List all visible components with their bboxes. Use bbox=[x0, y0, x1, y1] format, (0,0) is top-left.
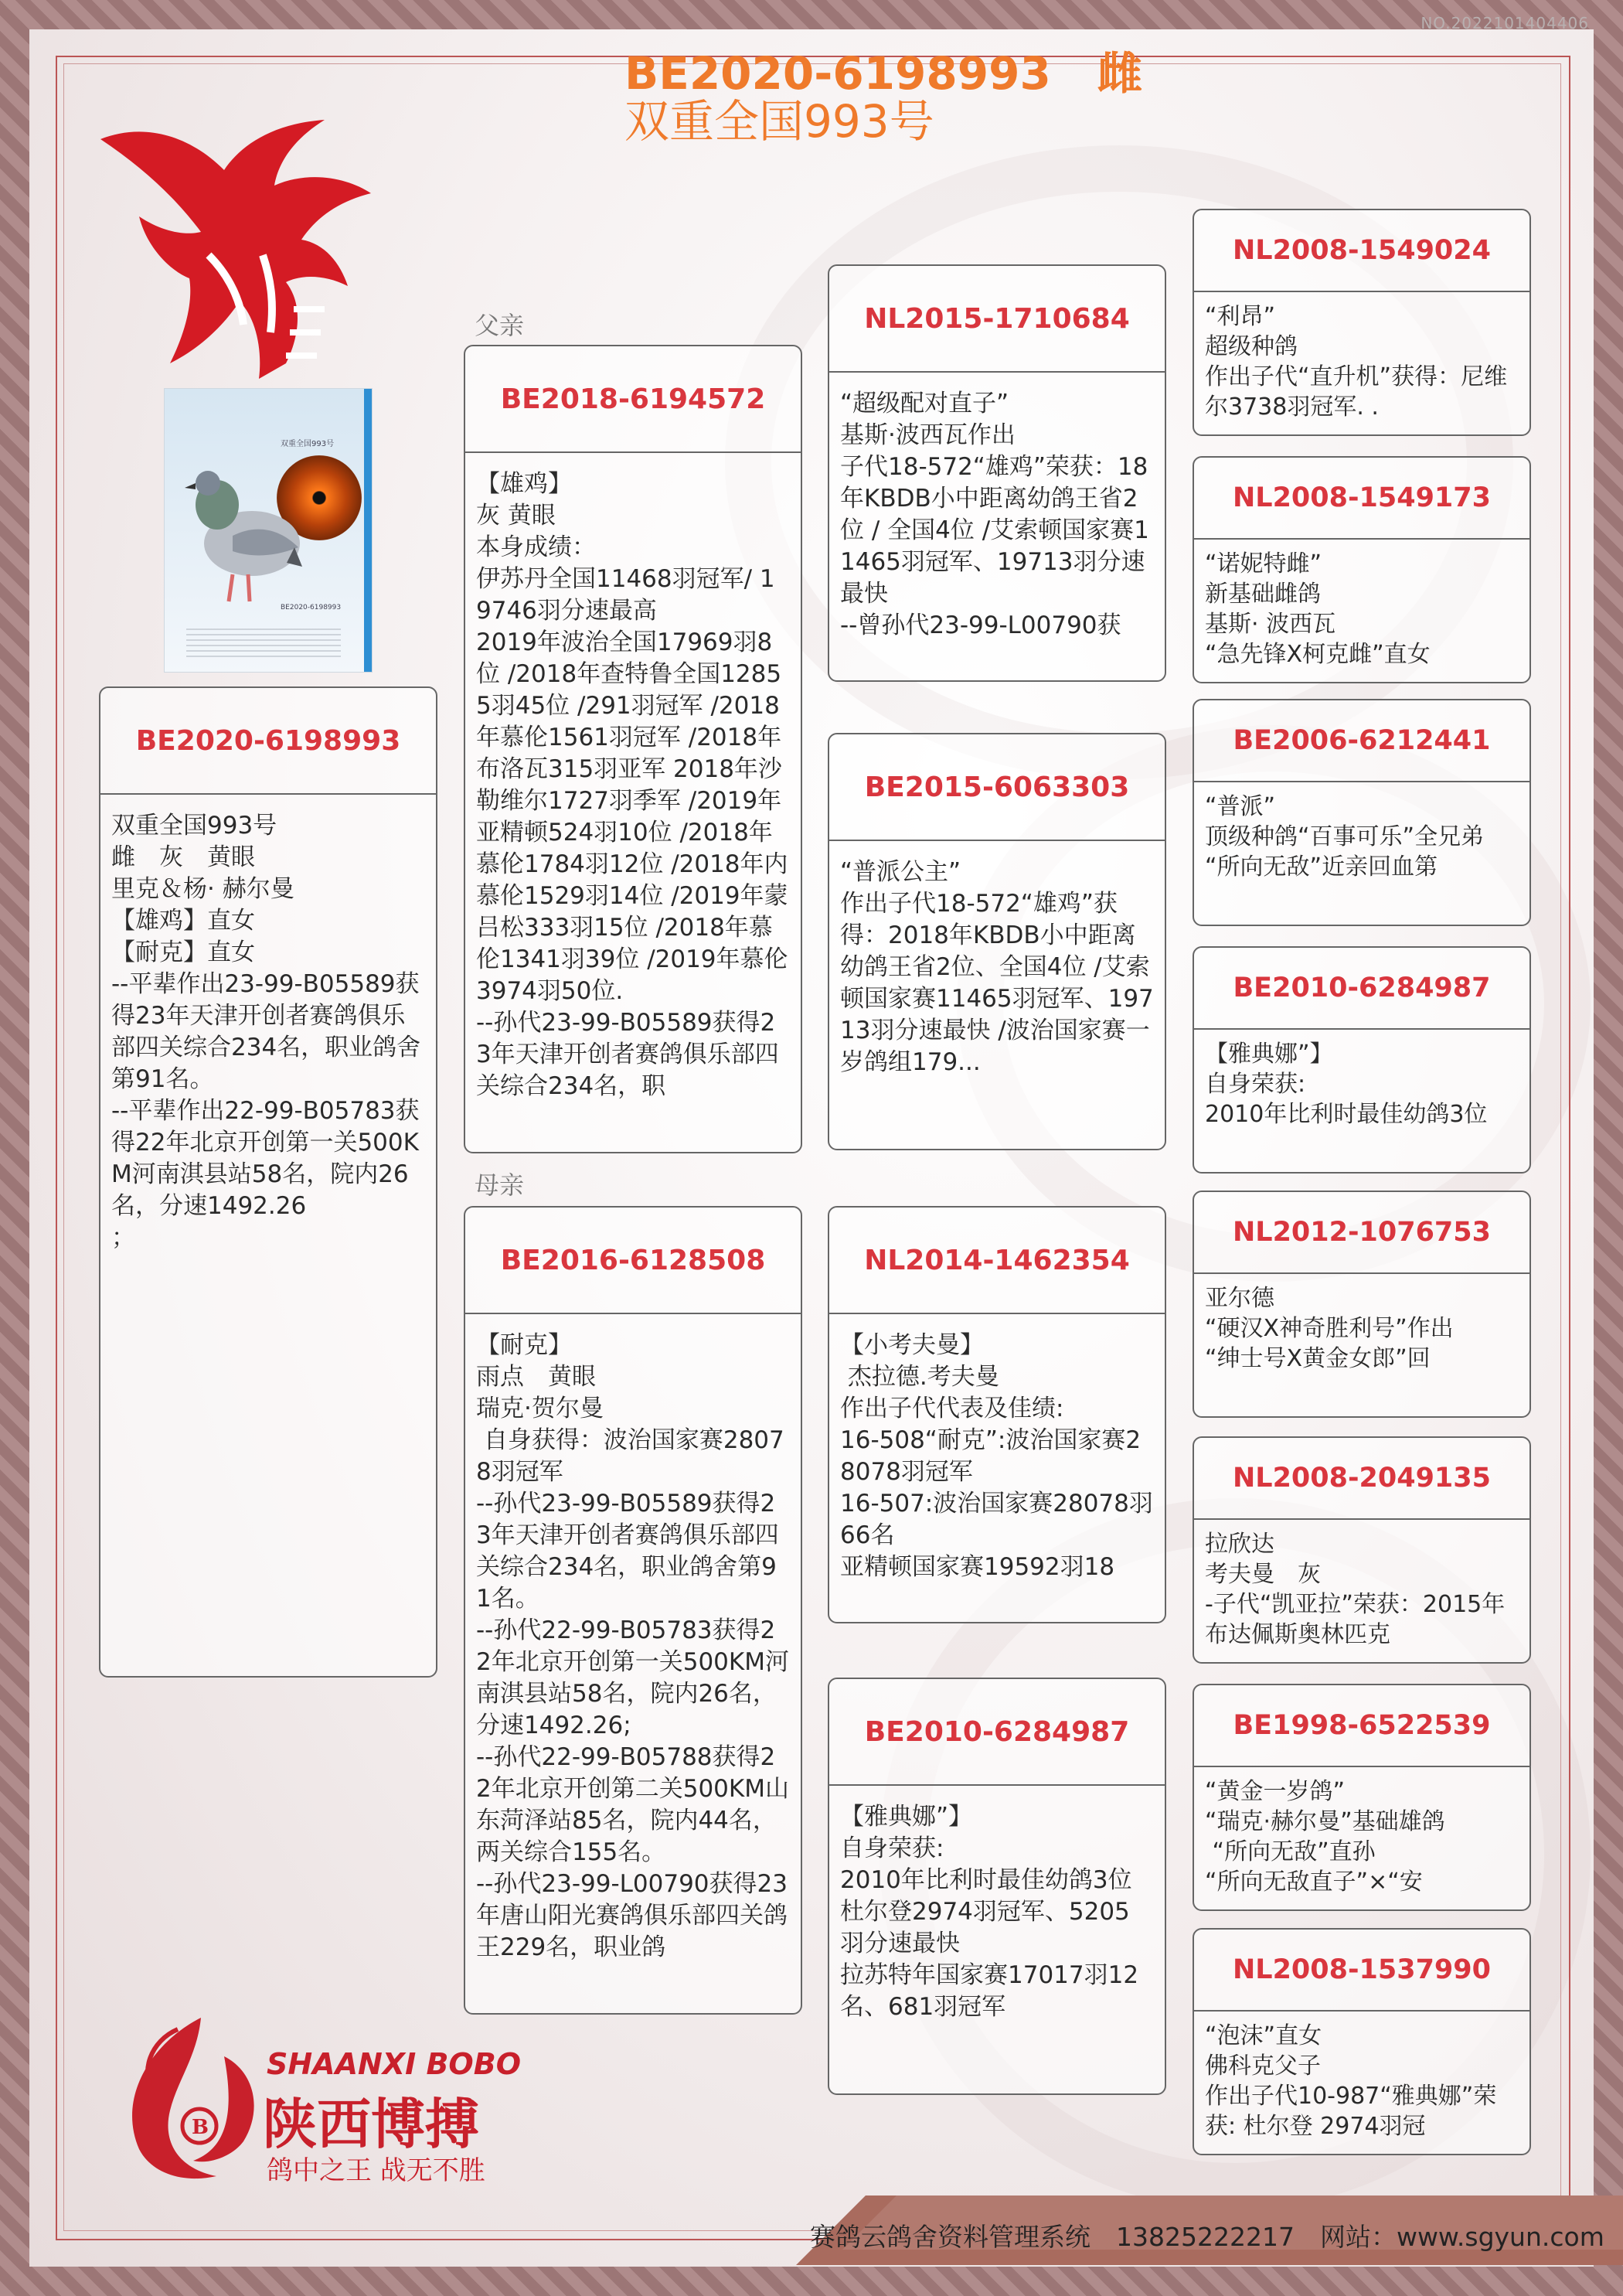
grandparent-card-2 bbox=[828, 733, 1166, 1150]
great-grandparent-card-6 bbox=[1193, 1436, 1531, 1664]
great-grandparent-ring: NL2008-1549173 bbox=[1194, 458, 1529, 540]
great-grandparent-details: 亚尔德 “硬汉X神奇胜利号”作出 “绅士号X黄金女郎”回 bbox=[1205, 1285, 1454, 1372]
brand-name-en: SHAANXI BOBO bbox=[267, 2047, 521, 2081]
great-grandparent-card-1 bbox=[1193, 209, 1531, 436]
brand-slogan: 鸽中之王 战无不胜 bbox=[267, 2155, 485, 2186]
great-grandparent-card-5 bbox=[1193, 1191, 1531, 1418]
grandparent-ring: BE2010-6284987 bbox=[829, 1679, 1165, 1786]
grandparent-details: 【小考夫曼】 杰拉德.考夫曼 作出子代代表及佳绩: 16-508“耐克”:波治国家赛28078羽冠军 16-507:波治国家赛28078羽66名 亚精顿国家赛19592羽18 bbox=[840, 1331, 1153, 1581]
great-grandparent-ring: NL2008-1537990 bbox=[1194, 1930, 1529, 2012]
footer-contact: 赛鸽云鸽舍资料管理系统 13825222217 网站：www.sgyun.com bbox=[810, 2222, 1604, 2252]
great-grandparent-details: 拉欣达 考夫曼 灰 -子代“凯亚拉”荣获：2015年布达佩斯奥林匹克 bbox=[1205, 1531, 1506, 1648]
grandparent-details: “普派公主” 作出子代18-572“雄鸡”获得：2018年KBDB小中距离幼鸽王省2位、全国4位 /艾索顿国家赛11465羽冠军、19713羽分速最快 /波治国家赛一岁鸽组179... bbox=[840, 858, 1154, 1076]
great-grandparent-ring: BE2010-6284987 bbox=[1194, 948, 1529, 1030]
dam-ring: BE2016-6128508 bbox=[465, 1208, 801, 1314]
great-grandparent-ring: BE1998-6522539 bbox=[1194, 1685, 1529, 1767]
sire-details: 【雄鸡】 灰 黄眼 本身成绩： 伊苏丹全国11468羽冠军/ 19746羽分速最高 2019年波治全国17969羽8位 /2018年查特鲁全国12855羽45位 /291羽冠军 /2018年慕伦1561羽冠军 /2018年布洛瓦315羽亚军 2018年沙勒维尔1727羽季军 /2019年亚精顿524羽10位 /2018年慕伦1784羽12位 /2018年内慕伦1529羽14位 /2019年蒙吕松333羽15位 /2018年慕伦1341羽39位 /2019年慕伦3974羽50位. --孙代23-99-B05589获得23年天津开创者赛鸽俱乐部四关综合234名，职 bbox=[476, 470, 788, 1100]
great-grandparent-ring: NL2008-1549024 bbox=[1194, 210, 1529, 292]
great-grandparent-card-3 bbox=[1193, 699, 1531, 926]
subject-ring: BE2020-6198993 bbox=[100, 688, 436, 795]
great-grandparent-ring: NL2012-1076753 bbox=[1194, 1192, 1529, 1274]
brand-name-cn: 陕西博搏 bbox=[263, 2093, 479, 2156]
grandparent-card-1 bbox=[828, 264, 1166, 682]
great-grandparent-details: 【雅典娜”】 自身荣获: 2010年比利时最佳幼鸽3位 bbox=[1205, 1041, 1488, 1128]
mother-label: 母亲 bbox=[475, 1170, 525, 1200]
great-grandparent-details: “黄金一岁鸽” “瑞克·赫尔曼”基础雄鸽 “所向无敌”直孙 “所向无敌直子”×“安 bbox=[1205, 1778, 1445, 1896]
cover-subtitle: BE2020-6198993 bbox=[281, 604, 342, 611]
great-grandparent-details: “泡沫”直女 佛科克父子 作出子代10-987“雅典娜”荣获: 杜尔登 2974羽冠 bbox=[1205, 2022, 1497, 2140]
grandparent-details: “超级配对直子” 基斯·波西瓦作出 子代18-572“雄鸡”荣获：18年KBDB小中距离幼鸽王省2位 / 全国4位 /艾索顿国家赛11465羽冠军、19713羽分速最快 --曾孙代23-99-L00790获 bbox=[840, 390, 1149, 639]
grandparent-card-3 bbox=[828, 1206, 1166, 1623]
title-ring: BE2020-6198993 bbox=[624, 47, 1051, 100]
great-grandparent-card-4 bbox=[1193, 946, 1531, 1174]
great-grandparent-card-8 bbox=[1193, 1928, 1531, 2155]
title-sex: 雌 bbox=[1097, 47, 1142, 100]
cover-title: 双重全国993号 bbox=[281, 440, 335, 448]
subject-details: 双重全国993号 雌 灰 黄眼 里克＆杨· 赫尔曼 【雄鸡】直女 【耐克】直女 --平辈作出23-99-B05589获得23年天津开创者赛鸽俱乐部四关综合234名，职业鸽舍第91名。 --平辈作出22-99-B05783获得22年北京开创第一关500KM河南淇县站58名，院内26名，分速1492.26 ； bbox=[111, 812, 421, 1252]
sire-card bbox=[464, 345, 802, 1153]
dam-details: 【耐克】 雨点 黄眼 瑞克·贺尔曼 自身获得：波治国家赛28078羽冠军 --孙代23-99-B05589获得23年天津开创者赛鸽俱乐部四关综合234名，职业鸽舍第91名。 --孙代22-99-B05783获得22年北京开创第一关500KM河南淇县站58名，院内26名，分速1492.26; --孙代22-99-B05788获得22年北京开创第二关500KM山东菏泽站85名，院内44名，两关综合155名。 --孙代23-99-L00790获得23年唐山阳光赛鸽俱乐部四关鸽王229名，职业鸽 bbox=[476, 1331, 789, 1961]
grandparent-details: 【雅典娜”】 自身荣获: 2010年比利时最佳幼鸽3位 杜尔登2974羽冠军、5205 羽分速最快 拉苏特年国家赛17017羽12名、681羽冠军 bbox=[840, 1803, 1139, 2021]
pigeon-image bbox=[179, 451, 302, 613]
subject-card bbox=[99, 686, 437, 1678]
sire-ring: BE2018-6194572 bbox=[465, 346, 801, 453]
grandparent-ring: NL2014-1462354 bbox=[829, 1208, 1165, 1314]
great-grandparent-card-7 bbox=[1193, 1684, 1531, 1911]
dam-card bbox=[464, 1206, 802, 2015]
great-grandparent-details: “普派” 顶级种鸽“百事可乐”全兄弟 “所向无敌”近亲回血第 bbox=[1205, 793, 1485, 881]
phoenix-logo bbox=[93, 116, 402, 394]
cover-text-lines bbox=[186, 629, 341, 659]
grandparent-card-4 bbox=[828, 1678, 1166, 2095]
grandparent-ring: BE2015-6063303 bbox=[829, 734, 1165, 841]
document-number: NO.2022101404406 bbox=[1421, 14, 1589, 32]
grandparent-ring: NL2015-1710684 bbox=[829, 266, 1165, 373]
page-subtitle: 双重全国993号 bbox=[624, 95, 934, 148]
great-grandparent-details: “利昂” 超级种鸽 作出子代“直升机”获得：尼维尔3738羽冠军. . bbox=[1205, 303, 1508, 421]
pigeon-photo bbox=[164, 388, 373, 673]
great-grandparent-ring: NL2008-2049135 bbox=[1194, 1438, 1529, 1520]
svg-text:B: B bbox=[192, 2116, 209, 2139]
great-grandparent-ring: BE2006-6212441 bbox=[1194, 700, 1529, 782]
great-grandparent-details: “诺妮特雌” 新基础雌鸽 基斯· 波西瓦 “急先锋X柯克雌”直女 bbox=[1205, 550, 1431, 668]
great-grandparent-card-2 bbox=[1193, 456, 1531, 683]
father-label: 父亲 bbox=[475, 311, 525, 340]
cover-stripe bbox=[364, 389, 372, 672]
